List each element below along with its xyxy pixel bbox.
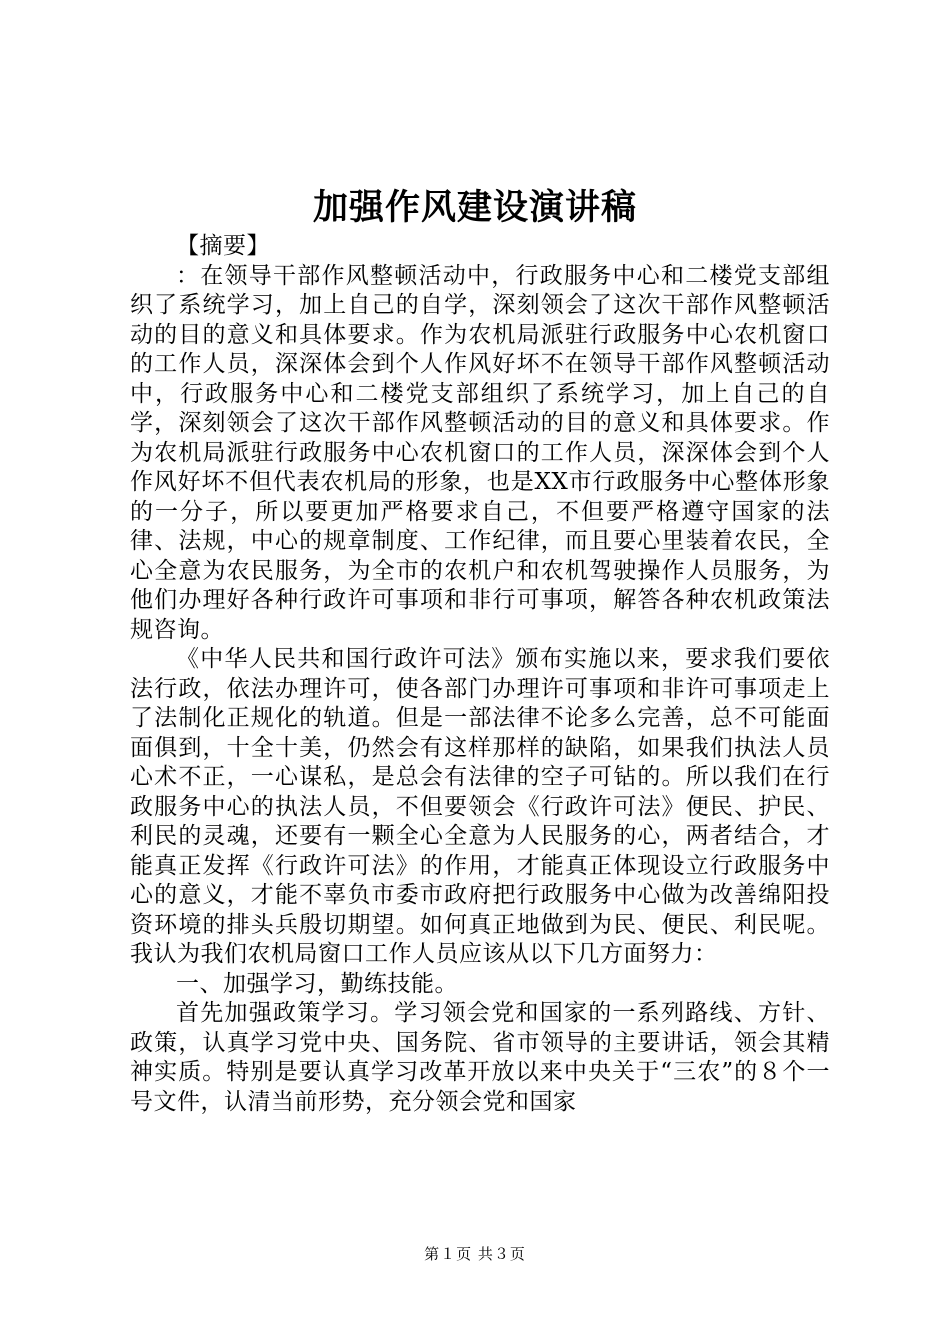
abstract-label: 【摘要】 xyxy=(176,233,270,259)
paragraph-license-law: 《中华人民共和国行政许可法》颁布实施以来，要求我们要依法行政，依法办理许可，使各部门办理许可事项和非许可事项走上了法制化正规化的轨道。但是一部法律不论多么完善，总不可能面面俱到，十全十美，仍然会有这样那样的缺陷，如果我们执法人员心术不正，一心谋私，是总会有法律的空子可钻的。所以我们在行政服务中心的执法人员，不但要领会《行政许可法》便民、护民、利民的灵魂，还要有一颗全心全意为人民服务的心，两者结合，才能真正发挥《行政许可法》的作用，才能真正体现设立行政服务中心的意义，才能不辜负市委市政府把行政服务中心做为改善绵阳投资环境的排头兵殷切期望。如何真正地做到为民、便民、利民呢。我认为我们农机局窗口工作人员应该从以下几方面努力： xyxy=(130,646,830,967)
paragraph-abstract: ：在领导干部作风整顿活动中，行政服务中心和二楼党支部组织了系统学习，加上自己的自学，深刻领会了这次干部作风整顿活动的目的意义和具体要求。作为农机局派驻行政服务中心农机窗口的工作人员，深深体会到个人作风好坏不在领导干部作风整顿活动中，行政服务中心和二楼党支部组织了系统学习，加上自己的自学，深刻领会了这次干部作风整顿活动的目的意义和具体要求。作为农机局派驻行政服务中心农机窗口的工作人员，深深体会到个人作风好坏不但代表农机局的形象，也是XX市行政服务中心整体形象的一分子，所以要更加严格要求自己，不但要严格遵守国家的法律、法规，中心的规章制度、工作纪律，而且要心里装着农民，全心全意为农民服务，为全市的农机户和农机驾驶操作人员服务，为他们办理好各种行政许可事项和非行可事项，解答各种农机政策法规咨询。 xyxy=(130,262,830,643)
document-body xyxy=(130,232,830,1117)
document-title: 加强作风建设演讲稿 xyxy=(312,187,637,228)
page-number-footer: 第１页 共３页 xyxy=(424,1245,526,1263)
section-heading-1: 一、加强学习，勤练技能。 xyxy=(176,970,458,997)
paragraph-policy-study: 首先加强政策学习。学习领会党和国家的一系列路线、方针、政策，认真学习党中央、国务院、省市领导的主要讲话，领会其精神实质。特别是要认真学习改革开放以来中央关于“三农”的８个一号文件，认清当前形势，充分领会党和国家 xyxy=(130,1000,830,1115)
